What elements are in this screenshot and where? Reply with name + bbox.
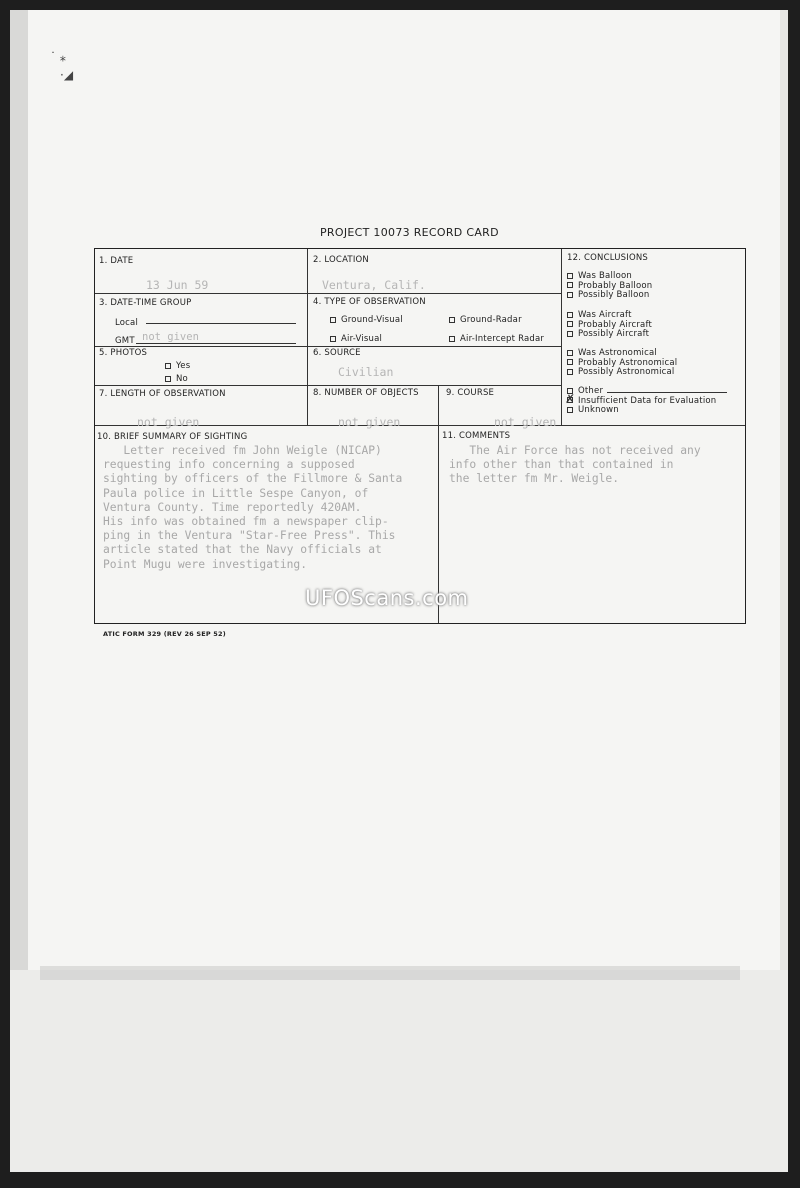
- observation-type-label: 4. TYPE OF OBSERVATION: [313, 297, 426, 307]
- paper-edge: [10, 10, 28, 970]
- objects-value: not given: [338, 415, 401, 429]
- checkbox-icon: [567, 331, 573, 337]
- gmt-value: not given: [142, 331, 199, 343]
- conclusion-option: Unknown: [567, 405, 619, 415]
- checked-mark-icon: ✗: [565, 391, 576, 406]
- paper-lower-sheet: [10, 970, 788, 1172]
- conclusion-option: Probably Astronomical: [567, 358, 677, 368]
- date-time-group-label: 3. DATE-TIME GROUP: [99, 298, 192, 308]
- conclusion-option: Insufficient Data for Evaluation ✗: [565, 391, 717, 406]
- photos-no: No: [165, 374, 188, 384]
- checkbox-icon: [567, 292, 573, 298]
- photos-yes: Yes: [165, 361, 190, 371]
- paper-edge-right: [780, 10, 788, 970]
- summary-label: 10. BRIEF SUMMARY OF SIGHTING: [97, 432, 248, 442]
- course-label: 9. COURSE: [446, 388, 495, 398]
- conclusion-option: Was Astronomical: [567, 348, 657, 358]
- summary-text: Letter received fm John Weigle (NICAP) requesting info concerning a supposed sighting by officers of the Fillmore & Santa Paula police in Little Sespe Canyon, of Ventura County. Time reportedly 420AM. His info was obtained fm a newspaper clip- ping in the Ventura "Star-Free Press". This article stated that the Navy officials at Point Mugu were investigating.: [103, 444, 403, 571]
- grid-line: [95, 385, 561, 386]
- fold-shadow: [40, 966, 740, 980]
- checkbox-icon: [567, 350, 573, 356]
- checkbox-icon: [567, 369, 573, 375]
- conclusion-option: Was Aircraft: [567, 310, 632, 320]
- source-value: Civilian: [338, 365, 394, 379]
- checkbox-icon: [567, 321, 573, 327]
- conclusion-option: Was Balloon: [567, 271, 632, 281]
- checkbox-icon: [567, 359, 573, 365]
- objects-label: 8. NUMBER OF OBJECTS: [313, 388, 419, 398]
- gmt-label: GMT: [115, 336, 135, 346]
- checkbox-icon: [567, 407, 573, 413]
- option-air-intercept-radar: Air-Intercept Radar: [449, 334, 544, 344]
- conclusion-option: Other: [567, 386, 727, 396]
- conclusions-label: 12. CONCLUSIONS: [567, 253, 649, 263]
- option-ground-radar: Ground-Radar: [449, 315, 522, 325]
- local-label: Local: [115, 318, 139, 328]
- conclusion-option: Probably Balloon: [567, 281, 652, 291]
- watermark: UFOScans.com: [305, 586, 469, 610]
- scan-speck: ˙ ⁎: [50, 50, 66, 64]
- date-label: 1. DATE: [99, 256, 134, 266]
- grid-line: [95, 293, 561, 294]
- conclusion-option: Possibly Balloon: [567, 290, 649, 300]
- grid-line: [307, 249, 308, 425]
- length-value: not given: [137, 415, 200, 429]
- location-value: Ventura, Calif.: [322, 278, 426, 292]
- option-air-visual: Air-Visual: [330, 334, 382, 344]
- source-label: 6. SOURCE: [313, 348, 361, 358]
- gmt-field-line: [136, 343, 296, 344]
- checkbox-icon: [567, 273, 573, 279]
- conclusion-option: Possibly Astronomical: [567, 367, 675, 377]
- grid-line: [561, 249, 562, 425]
- date-value: 13 Jun 59: [146, 278, 209, 292]
- photos-label: 5. PHOTOS: [99, 348, 148, 358]
- scan-speck: ·◢: [60, 68, 74, 82]
- checkbox-icon: [567, 282, 573, 288]
- comments-text: The Air Force has not received any info other than that contained in the letter fm Mr. Weigle.: [449, 444, 701, 486]
- location-label: 2. LOCATION: [313, 255, 369, 265]
- checkbox-icon: [567, 312, 573, 318]
- conclusion-option: Possibly Aircraft: [567, 329, 649, 339]
- comments-label: 11. COMMENTS: [442, 431, 511, 441]
- option-ground-visual: Ground-Visual: [330, 315, 403, 325]
- grid-line: [307, 346, 561, 347]
- conclusion-option: Probably Aircraft: [567, 320, 652, 330]
- form-number: ATIC FORM 329 (REV 26 SEP 52): [103, 630, 226, 638]
- course-value: not given: [494, 415, 557, 429]
- local-field-line: [146, 323, 296, 324]
- length-label: 7. LENGTH OF OBSERVATION: [99, 389, 226, 399]
- card-title: PROJECT 10073 RECORD CARD: [320, 226, 499, 239]
- other-field-line: [607, 392, 727, 393]
